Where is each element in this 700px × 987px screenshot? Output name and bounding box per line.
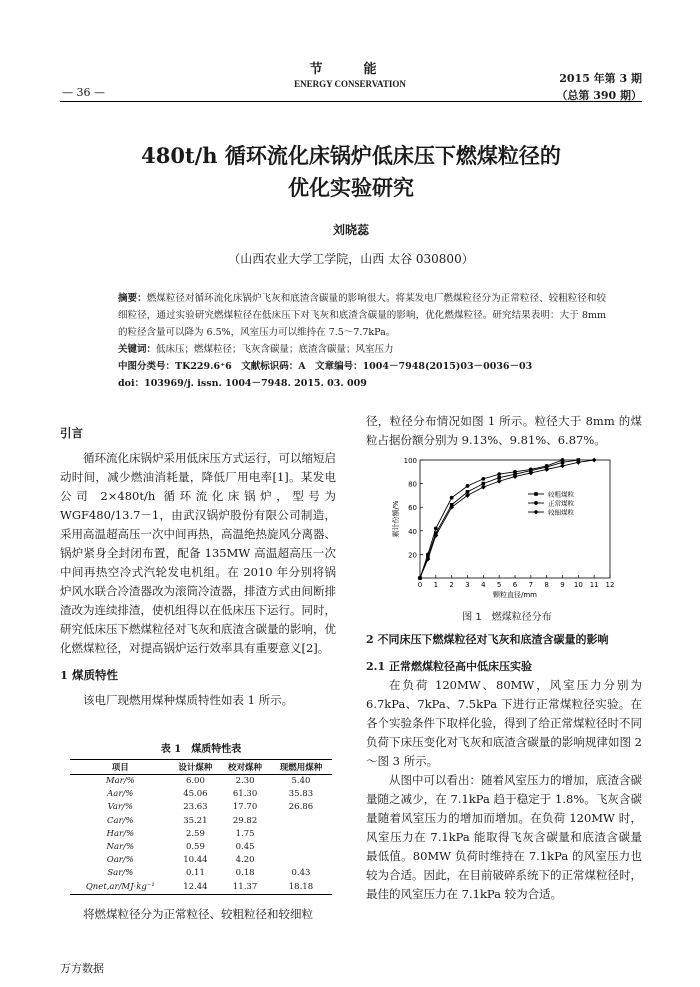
title-line-2: 优化实验研究: [288, 175, 414, 200]
data-point: [513, 470, 517, 474]
table-cell: 10.44: [183, 855, 208, 866]
abstract-text: 燃煤粒径对循环流化床锅炉飞灰和底渣含碳量的影响很大。将某发电厂燃煤粒径分为正常粒径、较粗粒径和较细粒径，通过实验研究燃煤粒径在低床压下对飞灰和底渣含碳量的影响，优化燃煤粒径。研究结果表明：大于 8mm 的粒径含量可以降为 6.5%，风室压力可以维持在 7.5～7.7kPa。: [118, 293, 606, 338]
table-cell: 0.43: [291, 868, 311, 879]
x-tick-label: 10: [573, 581, 583, 589]
table-row: [70, 801, 332, 814]
y-tick-label: 80: [408, 480, 417, 489]
table-header-cell: 现燃用煤种: [270, 760, 332, 775]
table-cell: 5.40: [291, 776, 311, 786]
table-cell: 23.63: [183, 802, 208, 813]
y-axis-label: 累计份额/%: [392, 500, 400, 538]
page-number: — 36 —: [62, 86, 105, 99]
y-tick-label: 60: [408, 504, 417, 513]
section1-heading: 1 煤质特性: [60, 668, 119, 682]
table-row-label: Qnet,ar/MJ·kg⁻¹: [70, 881, 171, 895]
table-row: [70, 815, 332, 828]
table-row-label: Nar/%: [106, 842, 135, 853]
table-header-cell: 项目: [70, 760, 171, 775]
series-line-1: [420, 460, 563, 578]
figure-1: [382, 452, 632, 622]
data-point: [561, 458, 565, 462]
data-point: [560, 464, 565, 469]
journal-name-en: ENERGY CONSERVATION: [294, 79, 406, 89]
keywords-label: 关键词：: [118, 344, 157, 355]
table-cell: 4.20: [235, 855, 255, 866]
x-axis-label: 颗粒直径/mm: [493, 591, 537, 599]
table-cell: 29.82: [232, 815, 258, 826]
table-cell: 12.44: [171, 881, 221, 895]
table-cell: 2.59: [185, 828, 205, 839]
table-row: [70, 841, 332, 854]
data-point: [481, 485, 486, 490]
data-point: [497, 472, 501, 476]
right-column-top: [366, 412, 642, 450]
table-1: [70, 740, 332, 895]
legend-marker: [534, 510, 539, 515]
keywords: [118, 341, 606, 358]
table-row-label: Oar/%: [106, 855, 134, 866]
issue-total: （总第 390 期）: [556, 89, 642, 102]
particle-size-chart: [382, 452, 632, 604]
table-row-label: Sar/%: [107, 868, 134, 879]
title-line-1: 480t/h 循环流化床锅炉低床压下燃煤粒径的: [141, 143, 561, 168]
table-row: [70, 788, 332, 801]
journal-header: [200, 58, 500, 89]
x-tick-label: 2: [449, 581, 454, 589]
y-tick-label: 100: [403, 457, 417, 465]
x-tick-label: 0: [417, 581, 423, 589]
table-cell: [270, 828, 332, 841]
section1-paragraph-2: 将燃煤粒径分为正常粒径、较粗粒径和较细粒: [83, 907, 313, 921]
table-cell: 11.37: [220, 881, 270, 895]
table-header-row: [70, 760, 332, 775]
table-row: [70, 867, 332, 880]
table-row-label: Har/%: [106, 828, 135, 839]
table-row: [70, 881, 332, 895]
abstract: [118, 290, 606, 341]
issue-number: 2015 年第 3 期: [559, 72, 642, 85]
issue-info: [556, 70, 642, 104]
section2-heading: 2 不同床压下燃煤粒径对飞灰和底渣含碳量的影响: [366, 633, 609, 646]
table-header-cell: 设计煤种: [171, 760, 221, 775]
table-cell: 35.83: [288, 789, 314, 800]
section2-paragraph-2: 从图中可以看出：随着风室压力的增加，底渣含碳量随之减少，在 7.1kPa 趋于稳定于 1.8%。飞灰含碳量随着风室压力的增加而增加。在负荷 120MW 时，风室压力在 7.1kPa 能取得飞灰含碳量和底渣含碳量最低值。80MW 负荷时维持在 7.1kPa 的风室压力也较为合适。因此，在目前破碎系统下的正常煤粒径时，最佳的风室压力在 7.1kPa 较为合适。: [366, 773, 642, 901]
y-tick-label: 40: [408, 527, 417, 536]
data-point: [481, 477, 485, 481]
classification: 中图分类号：TK229.6⁺6 文献标识码：A 文章编号：1004－7948(2015)03－0036－03: [118, 361, 533, 372]
table-cell: [270, 854, 332, 867]
data-point: [592, 458, 597, 463]
legend-label: 较粗煤粒: [548, 490, 574, 499]
x-tick-label: 9: [560, 581, 565, 589]
section1-continuation: [60, 905, 336, 924]
x-tick-label: 3: [465, 581, 470, 589]
series-line-2: [420, 460, 594, 578]
footer-watermark: 万方数据: [60, 962, 104, 975]
table-cell: 45.06: [183, 789, 208, 800]
table-caption: 表 1 煤质特性表: [160, 744, 242, 755]
table-cell: [270, 815, 332, 828]
table-header-cell: 校对煤种: [220, 760, 270, 775]
affiliation: （山西农业大学工学院，山西 太谷 030800）: [228, 252, 474, 266]
author: 刘晓蕊: [332, 223, 369, 237]
table-cell: 6.00: [185, 776, 205, 786]
table-cell: 2.30: [235, 776, 255, 786]
table-cell: [270, 841, 332, 854]
legend-label: 正常煤粒: [548, 499, 574, 508]
coal-quality-table: [70, 759, 332, 895]
table-cell: 0.11: [185, 868, 205, 879]
section1-paragraph: 该电厂现燃用煤种煤质特性如表 1 所示。: [83, 693, 294, 707]
legend-label: 较细煤粒: [548, 508, 574, 517]
table-cell: 1.75: [235, 828, 255, 839]
x-tick-label: 1: [433, 581, 439, 589]
data-point: [450, 496, 454, 500]
abstract-label: 摘要：: [118, 293, 147, 304]
x-tick-label: 12: [605, 581, 615, 589]
table-row-label: Car/%: [107, 815, 134, 826]
intro-heading: 引言: [60, 426, 83, 440]
x-tick-label: 6: [512, 581, 518, 589]
table-cell: 0.45: [235, 842, 255, 853]
intro-paragraph: 循环流化床锅炉采用低床压方式运行，可以缩短启动时间，减少燃油消耗量，降低厂用电率[1]。某发电公司 2×480t/h 循环流化床锅炉，型号为 WGF480/13.7－1，由武汉锅炉股份有限公司制造，采用高温超高压一次中间再热，高温绝热旋风分离器、锅炉紧身全封闭布置，配备 135MW 高温超高压一次中间再热空冷式汽轮发电机组。在 2010 年分别将锅炉风水联合冷渣器改为滚筒冷渣器，排渣方式由间断排渣改为连续排渣，使机组得以在低床压下运行。同时，研究低床压下燃煤粒径对飞灰和底渣含碳量的影响，优化燃煤粒径，对提高锅炉运行效率具有重要意义[2]。: [60, 451, 336, 655]
figure-intro-text: 径，粒径分布情况如图 1 所示。粒径大于 8mm 的煤粒占据份额分别为 9.13%、9.81%、6.87%。: [366, 414, 642, 447]
table-cell: 35.21: [183, 815, 208, 826]
data-point: [497, 479, 502, 484]
table-row: [70, 854, 332, 867]
header-rule: [60, 101, 642, 102]
keywords-text: 低床压；燃煤粒径；飞灰含碳量；底渣含碳量；风室压力: [156, 344, 394, 355]
table-cell: 26.86: [288, 802, 314, 813]
right-column-body: [366, 630, 642, 904]
table-row-label: Mar/%: [105, 776, 135, 786]
table-cell: 0.59: [185, 842, 205, 853]
table-cell: 17.70: [232, 802, 258, 813]
figure-caption: 图 1 燃煤粒径分布: [462, 612, 552, 623]
table-cell: 0.18: [235, 868, 255, 879]
table-row: [70, 828, 332, 841]
x-tick-label: 8: [544, 581, 549, 589]
doi: doi：103969/j. issn. 1004－7948. 2015. 03. 009: [118, 378, 367, 389]
table-row-label: Var/%: [107, 802, 133, 813]
y-tick-label: 20: [408, 551, 417, 560]
legend-marker: [534, 501, 538, 505]
table-cell: 61.30: [232, 789, 258, 800]
x-tick-label: 5: [496, 581, 502, 589]
data-point: [434, 527, 438, 531]
table-cell: 18.18: [270, 881, 332, 895]
data-point: [466, 484, 470, 488]
table-row: [70, 775, 332, 789]
legend-marker: [534, 492, 538, 496]
table-row-label: Aar/%: [107, 789, 134, 800]
section2-1-heading: 2.1 正常燃煤粒径高中低床压实验: [366, 660, 532, 673]
paper-title: [60, 140, 642, 204]
left-column: [60, 424, 336, 710]
x-tick-label: 11: [589, 581, 599, 589]
x-tick-label: 7: [528, 581, 534, 589]
x-tick-label: 4: [481, 581, 486, 589]
journal-name-cn: 节 能: [309, 62, 391, 77]
section2-paragraph-1: 在负荷 120MW、80MW，风室压力分别为 6.7kPa、7kPa、7.5kPa 下进行正常煤粒径实验。在各个实验条件下取样化验，得到了给正常煤粒径时不同负荷下床压变化对飞灰和底渣含碳量的影响规律如图 2～图 3 所示。: [366, 678, 642, 768]
